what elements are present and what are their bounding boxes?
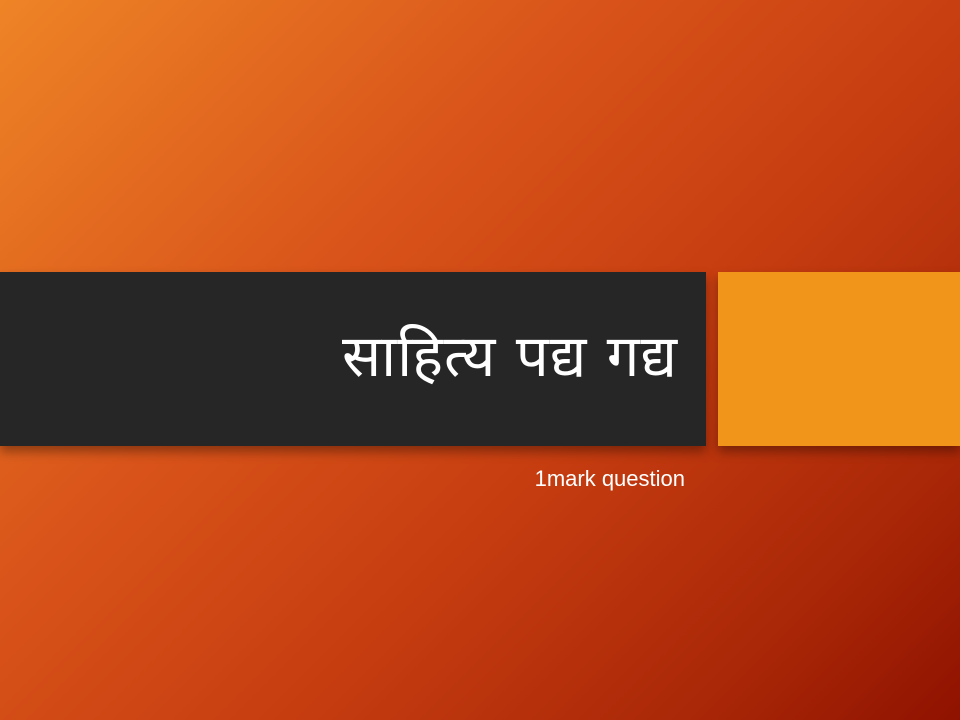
accent-block (718, 272, 960, 446)
title-band (0, 272, 706, 446)
slide-subtitle: 1mark question (534, 466, 685, 491)
slide-title: साहित्य पद्य गद्य (341, 322, 678, 390)
